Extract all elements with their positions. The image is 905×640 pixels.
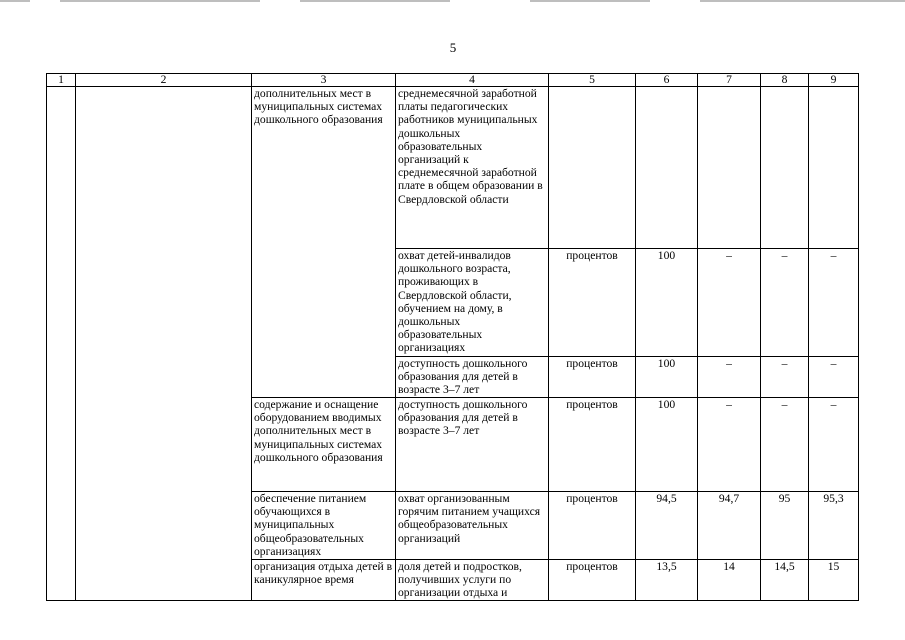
column-header: 9 [809,74,859,87]
column-header: 1 [47,74,76,87]
column-number-row [47,74,859,87]
activity-cell: организация отдыха детей в каникулярное время [252,560,396,601]
value-cell [761,87,809,249]
value-cell [636,87,698,249]
value-cell: 14 [698,560,761,601]
unit-cell: процентов [549,249,636,357]
table-row [47,87,859,249]
indicator-cell: доля детей и подростков, получивших услуги по организации отдыха и [396,560,549,601]
column-2-cell [76,87,252,601]
unit-cell: процентов [549,560,636,601]
indicator-cell: охват организованным горячим питанием учащихся общеобразовательных организаций [396,492,549,560]
value-cell: 100 [636,249,698,357]
value-cell: 100 [636,398,698,492]
program-table [46,73,859,601]
value-cell: 13,5 [636,560,698,601]
value-cell: – [698,398,761,492]
column-header: 4 [396,74,549,87]
value-cell: 94,5 [636,492,698,560]
activity-cell: содержание и оснащение оборудованием вводимых дополнительных мест в муниципальных системах дошкольного образования [252,398,396,492]
value-cell: – [809,249,859,357]
value-cell: 94,7 [698,492,761,560]
unit-cell: процентов [549,492,636,560]
indicator-cell: охват детей-инвалидов дошкольного возраста, проживающих в Свердловской области, обучением на дому, в дошкольных образовательных организациях [396,249,549,357]
column-header: 2 [76,74,252,87]
indicator-cell: доступность дошкольного образования для детей в возрасте 3–7 лет [396,357,549,398]
value-cell: 100 [636,357,698,398]
value-cell: – [809,357,859,398]
value-cell: – [809,398,859,492]
unit-cell: процентов [549,398,636,492]
value-cell: 14,5 [761,560,809,601]
column-header: 6 [636,74,698,87]
unit-cell [549,87,636,249]
value-cell: 95,3 [809,492,859,560]
value-cell: 95 [761,492,809,560]
unit-cell: процентов [549,357,636,398]
indicator-cell: среднемесячной заработной платы педагогических работников муниципальных дошкольных образовательных организаций к среднемесячной заработной плате в общем образовании в Свердловской области [396,87,549,249]
value-cell [809,87,859,249]
indicator-cell: доступность дошкольного образования для детей в возрасте 3–7 лет [396,398,549,492]
value-cell: – [698,249,761,357]
value-cell: 15 [809,560,859,601]
value-cell: – [761,398,809,492]
column-header: 5 [549,74,636,87]
value-cell [698,87,761,249]
column-header: 7 [698,74,761,87]
activity-cell: обеспечение питанием обучающихся в муниципальных общеобразовательных организациях [252,492,396,560]
value-cell: – [698,357,761,398]
column-header: 8 [761,74,809,87]
activity-cell: дополнительных мест в муниципальных системах дошкольного образования [252,87,396,398]
page-number: 5 [449,40,457,55]
value-cell: – [761,249,809,357]
column-header: 3 [252,74,396,87]
column-1-cell [47,87,76,601]
value-cell: – [761,357,809,398]
